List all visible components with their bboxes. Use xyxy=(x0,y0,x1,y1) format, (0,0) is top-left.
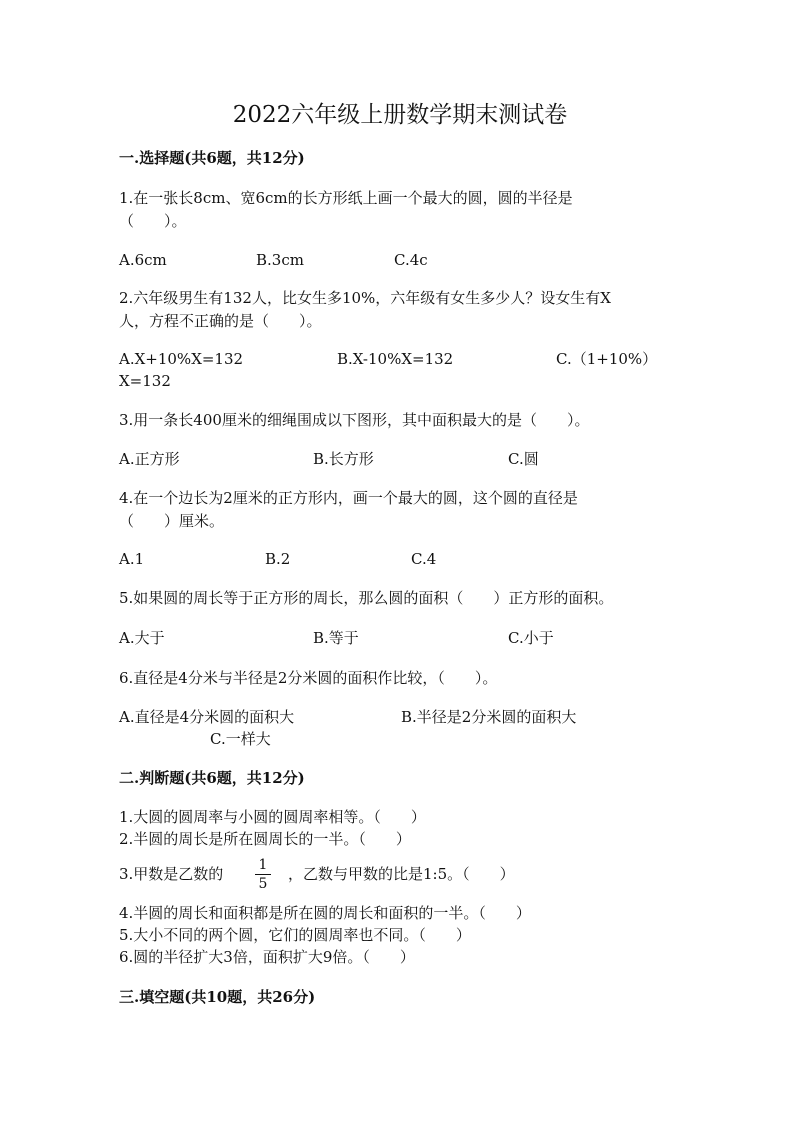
section-heading-judge: 二.判断题(共6题，共12分) xyxy=(119,769,305,787)
fraction-numerator: 1 xyxy=(258,857,268,873)
q1-option-a: A.6cm xyxy=(119,251,167,269)
q6-option-c: C.一样大 xyxy=(210,730,271,748)
q6-option-a: A.直径是4分米圆的面积大 xyxy=(119,708,295,726)
fraction-denominator: 5 xyxy=(258,876,268,892)
q4-option-a: A.1 xyxy=(119,550,145,568)
question-1-stem-line2: （ ）。 xyxy=(119,212,187,230)
q6-option-b: B.半径是2分米圆的面积大 xyxy=(401,708,577,726)
judge-item-6: 6.圆的半径扩大3倍，面积扩大9倍。（ ） xyxy=(119,948,415,966)
q2-option-c-cont: X=132 xyxy=(119,372,171,390)
section-heading-fill: 三.填空题(共10题，共26分) xyxy=(119,988,316,1006)
fraction-bar xyxy=(255,874,271,875)
judge-item-2: 2.半圆的周长是所在圆周长的一半。（ ） xyxy=(119,830,411,848)
q5-option-a: A.大于 xyxy=(119,629,165,647)
q2-option-c: C.（1+10%） xyxy=(556,350,658,368)
q4-option-b: B.2 xyxy=(265,550,291,568)
question-4-stem-line2: （ ）厘米。 xyxy=(119,512,225,530)
question-6 xyxy=(119,667,649,690)
judge-item-5: 5.大小不同的两个圆，它们的圆周率也不同。（ ） xyxy=(119,926,471,944)
judge-item-3-before: 3.甲数是乙数的 xyxy=(119,865,224,883)
section-heading-choice: 一.选择题(共6题，共12分) xyxy=(119,149,305,167)
q5-option-c: C.小于 xyxy=(508,629,554,647)
question-3 xyxy=(119,409,649,432)
question-5 xyxy=(119,587,649,610)
question-2-stem-line2: 人，方程不正确的是（ ）。 xyxy=(119,312,322,330)
q2-option-b: B.X-10%X=132 xyxy=(337,350,454,368)
question-2 xyxy=(119,287,649,333)
judge-item-3-after: ，乙数与甲数的比是1:5。（ ） xyxy=(288,865,515,883)
question-2-stem-line1: 2.六年级男生有132人，比女生多10%，六年级有女生多少人？设女生有X xyxy=(119,289,611,307)
question-1-stem-line1: 1.在一张长8cm、宽6cm的长方形纸上画一个最大的圆，圆的半径是 xyxy=(119,189,573,207)
page-title: 2022六年级上册数学期末测试卷 xyxy=(232,102,568,128)
question-6-stem-line1: 6.直径是4分米与半径是2分米圆的面积作比较，（ ）。 xyxy=(119,669,498,687)
judge-item-4: 4.半圆的周长和面积都是所在圆的周长和面积的一半。（ ） xyxy=(119,904,531,922)
q5-option-b: B.等于 xyxy=(313,629,359,647)
q3-option-b: B.长方形 xyxy=(313,450,374,468)
question-4 xyxy=(119,487,649,533)
judge-item-3-fraction xyxy=(255,857,271,892)
q1-option-c: C.4c xyxy=(394,251,428,269)
question-1 xyxy=(119,187,649,233)
q3-option-a: A.正方形 xyxy=(119,450,180,468)
question-4-stem-line1: 4.在一个边长为2厘米的正方形内，画一个最大的圆，这个圆的直径是 xyxy=(119,489,578,507)
q3-option-c: C.圆 xyxy=(508,450,539,468)
question-3-stem-line1: 3.用一条长400厘米的细绳围成以下图形，其中面积最大的是（ ）。 xyxy=(119,411,590,429)
question-5-stem-line1: 5.如果圆的周长等于正方形的周长，那么圆的面积（ ）正方形的面积。 xyxy=(119,589,614,607)
judge-item-1: 1.大圆的圆周率与小圆的圆周率相等。（ ） xyxy=(119,808,426,826)
q4-option-c: C.4 xyxy=(411,550,437,568)
q1-option-b: B.3cm xyxy=(256,251,304,269)
q2-option-a: A.X+10%X=132 xyxy=(119,350,244,368)
